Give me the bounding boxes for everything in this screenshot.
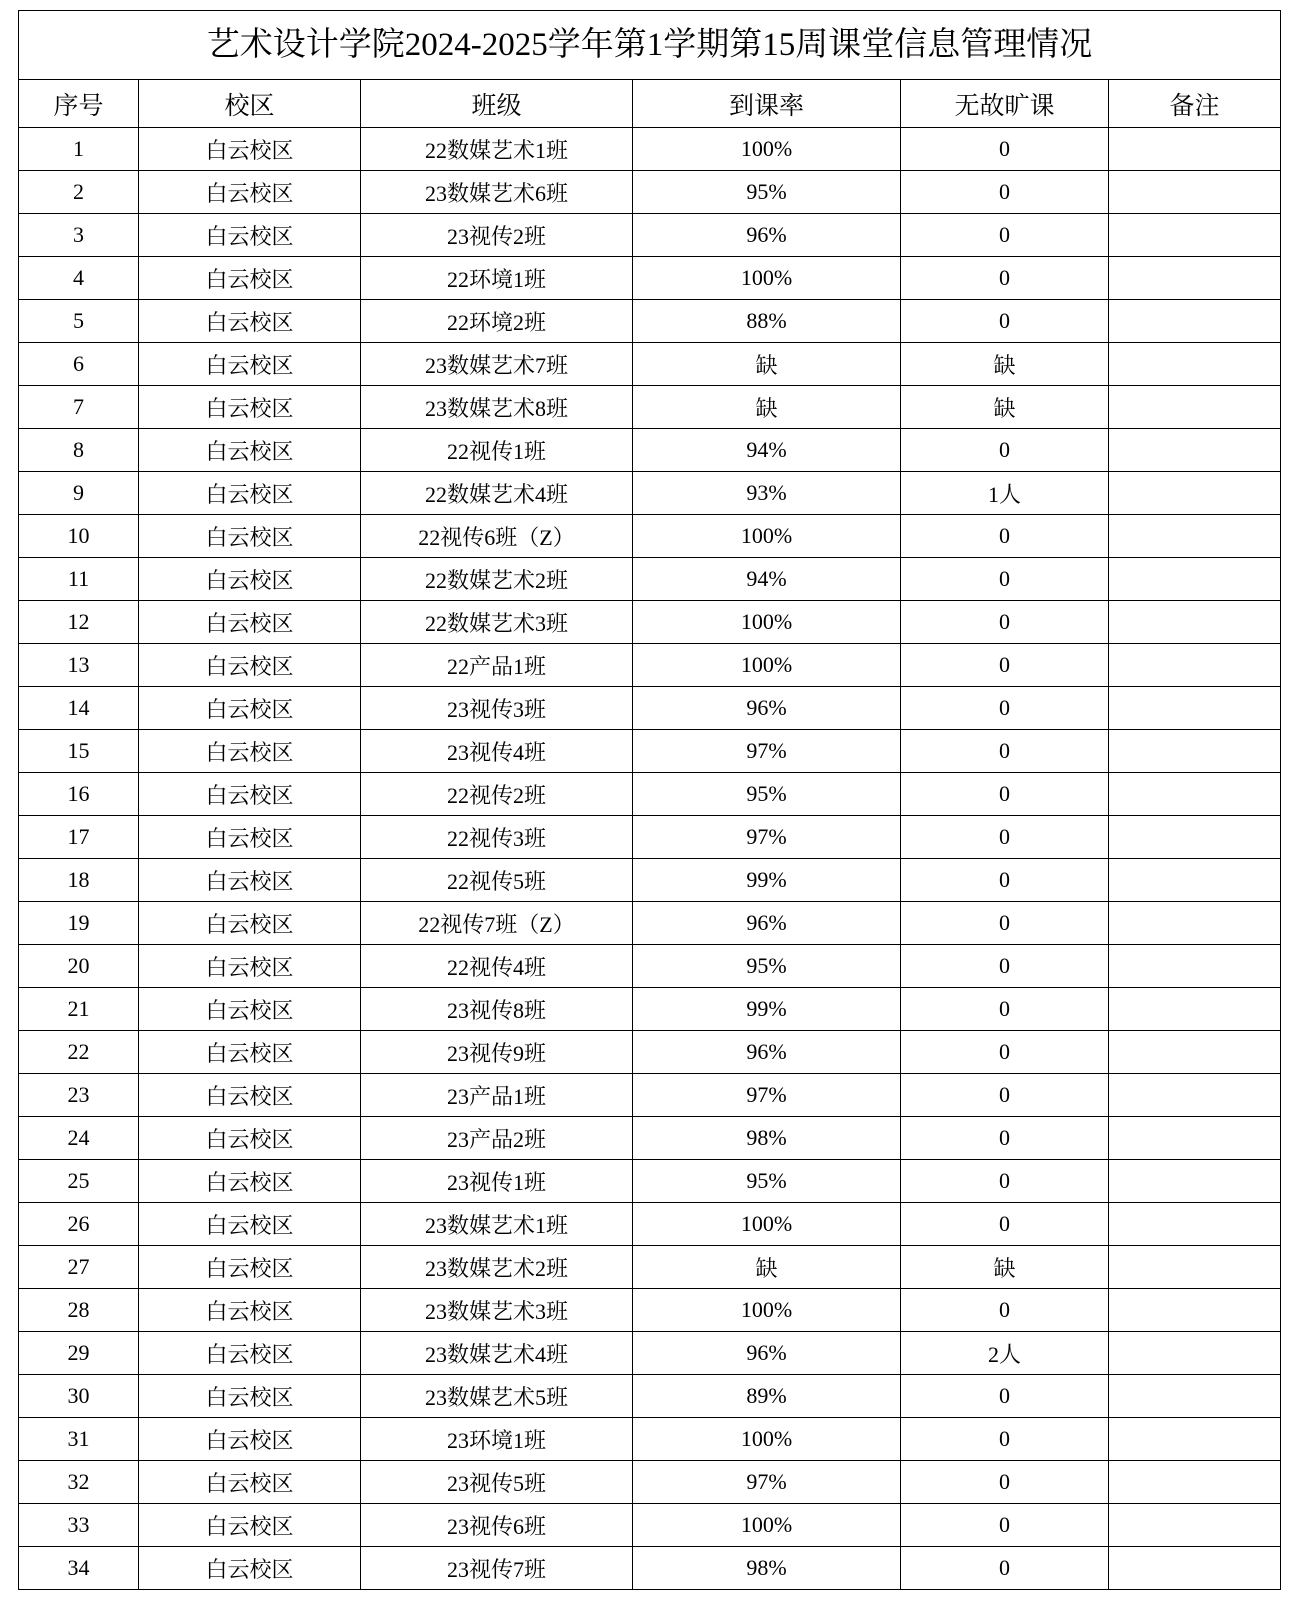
cell-class: 23视传3班 [361, 687, 633, 730]
column-header-campus: 校区 [139, 80, 361, 128]
cell-absent: 0 [901, 945, 1109, 988]
cell-class: 23数媒艺术6班 [361, 171, 633, 214]
cell-class: 22视传6班（Z） [361, 515, 633, 558]
cell-class: 22视传7班（Z） [361, 902, 633, 945]
cell-index: 8 [19, 429, 139, 472]
cell-index: 22 [19, 1031, 139, 1074]
cell-campus: 白云校区 [139, 773, 361, 816]
cell-campus: 白云校区 [139, 257, 361, 300]
cell-note [1109, 1074, 1281, 1117]
table-row [19, 257, 1281, 300]
cell-absent: 0 [901, 1203, 1109, 1246]
cell-note [1109, 1203, 1281, 1246]
cell-class: 22环境1班 [361, 257, 633, 300]
table-row [19, 1461, 1281, 1504]
cell-index: 9 [19, 472, 139, 515]
cell-absent: 0 [901, 730, 1109, 773]
table-row [19, 730, 1281, 773]
column-header-index: 序号 [19, 80, 139, 128]
table-row [19, 472, 1281, 515]
table-row [19, 128, 1281, 171]
cell-index: 12 [19, 601, 139, 644]
table-row [19, 1117, 1281, 1160]
cell-note [1109, 902, 1281, 945]
table-row [19, 859, 1281, 902]
cell-index: 34 [19, 1547, 139, 1590]
header-row [19, 80, 1281, 128]
cell-absent: 0 [901, 687, 1109, 730]
cell-absent: 0 [901, 902, 1109, 945]
cell-campus: 白云校区 [139, 128, 361, 171]
cell-note [1109, 816, 1281, 859]
cell-campus: 白云校区 [139, 1547, 361, 1590]
cell-campus: 白云校区 [139, 300, 361, 343]
cell-campus: 白云校区 [139, 429, 361, 472]
cell-index: 26 [19, 1203, 139, 1246]
cell-note [1109, 171, 1281, 214]
cell-absent: 0 [901, 601, 1109, 644]
table-row [19, 1289, 1281, 1332]
cell-rate: 93% [633, 472, 901, 515]
cell-class: 23视传6班 [361, 1504, 633, 1547]
cell-rate: 100% [633, 1289, 901, 1332]
cell-index: 20 [19, 945, 139, 988]
cell-index: 18 [19, 859, 139, 902]
cell-rate: 100% [633, 257, 901, 300]
cell-class: 22环境2班 [361, 300, 633, 343]
cell-note [1109, 1160, 1281, 1203]
cell-class: 22数媒艺术1班 [361, 128, 633, 171]
cell-absent: 0 [901, 1117, 1109, 1160]
table-row [19, 558, 1281, 601]
cell-campus: 白云校区 [139, 601, 361, 644]
table-row [19, 386, 1281, 429]
cell-absent: 缺 [901, 386, 1109, 429]
table-row [19, 1418, 1281, 1461]
cell-index: 2 [19, 171, 139, 214]
cell-class: 23视传8班 [361, 988, 633, 1031]
cell-rate: 96% [633, 1031, 901, 1074]
cell-note [1109, 429, 1281, 472]
cell-class: 22视传5班 [361, 859, 633, 902]
table-row [19, 601, 1281, 644]
cell-index: 1 [19, 128, 139, 171]
cell-campus: 白云校区 [139, 1246, 361, 1289]
cell-index: 25 [19, 1160, 139, 1203]
cell-campus: 白云校区 [139, 1504, 361, 1547]
cell-class: 22数媒艺术4班 [361, 472, 633, 515]
cell-absent: 0 [901, 1418, 1109, 1461]
cell-rate: 96% [633, 214, 901, 257]
cell-note [1109, 128, 1281, 171]
cell-index: 33 [19, 1504, 139, 1547]
cell-rate: 缺 [633, 1246, 901, 1289]
cell-class: 23数媒艺术3班 [361, 1289, 633, 1332]
cell-note [1109, 601, 1281, 644]
cell-absent: 0 [901, 171, 1109, 214]
table-row [19, 1547, 1281, 1590]
table-row [19, 945, 1281, 988]
cell-absent: 0 [901, 257, 1109, 300]
cell-index: 3 [19, 214, 139, 257]
cell-note [1109, 343, 1281, 386]
cell-note [1109, 773, 1281, 816]
cell-class: 23视传2班 [361, 214, 633, 257]
cell-class: 23数媒艺术2班 [361, 1246, 633, 1289]
cell-class: 23产品2班 [361, 1117, 633, 1160]
cell-rate: 99% [633, 988, 901, 1031]
cell-note [1109, 515, 1281, 558]
cell-absent: 0 [901, 1160, 1109, 1203]
cell-absent: 0 [901, 214, 1109, 257]
cell-absent: 0 [901, 1504, 1109, 1547]
cell-campus: 白云校区 [139, 343, 361, 386]
cell-absent: 2人 [901, 1332, 1109, 1375]
cell-index: 31 [19, 1418, 139, 1461]
table-row [19, 429, 1281, 472]
cell-absent: 0 [901, 1547, 1109, 1590]
cell-class: 23数媒艺术5班 [361, 1375, 633, 1418]
class-attendance-table [18, 10, 1281, 1590]
page-title: 艺术设计学院2024-2025学年第1学期第15周课堂信息管理情况 [19, 11, 1281, 80]
cell-campus: 白云校区 [139, 1160, 361, 1203]
cell-rate: 96% [633, 1332, 901, 1375]
cell-campus: 白云校区 [139, 1332, 361, 1375]
table-row [19, 300, 1281, 343]
cell-absent: 0 [901, 1461, 1109, 1504]
column-header-note: 备注 [1109, 80, 1281, 128]
cell-rate: 98% [633, 1547, 901, 1590]
cell-campus: 白云校区 [139, 558, 361, 601]
cell-index: 10 [19, 515, 139, 558]
cell-campus: 白云校区 [139, 1117, 361, 1160]
cell-rate: 88% [633, 300, 901, 343]
cell-index: 14 [19, 687, 139, 730]
cell-absent: 0 [901, 644, 1109, 687]
cell-class: 23视传7班 [361, 1547, 633, 1590]
cell-absent: 0 [901, 1289, 1109, 1332]
cell-note [1109, 1504, 1281, 1547]
table-row [19, 1031, 1281, 1074]
cell-class: 22视传3班 [361, 816, 633, 859]
cell-rate: 96% [633, 687, 901, 730]
cell-rate: 100% [633, 515, 901, 558]
cell-class: 23数媒艺术1班 [361, 1203, 633, 1246]
cell-index: 6 [19, 343, 139, 386]
cell-note [1109, 257, 1281, 300]
cell-note [1109, 1246, 1281, 1289]
table-row [19, 1246, 1281, 1289]
cell-campus: 白云校区 [139, 386, 361, 429]
cell-campus: 白云校区 [139, 515, 361, 558]
cell-note [1109, 1547, 1281, 1590]
cell-absent: 0 [901, 816, 1109, 859]
cell-campus: 白云校区 [139, 1203, 361, 1246]
cell-index: 23 [19, 1074, 139, 1117]
cell-campus: 白云校区 [139, 988, 361, 1031]
cell-rate: 95% [633, 773, 901, 816]
cell-note [1109, 730, 1281, 773]
cell-note [1109, 300, 1281, 343]
cell-rate: 100% [633, 1203, 901, 1246]
cell-campus: 白云校区 [139, 1074, 361, 1117]
cell-campus: 白云校区 [139, 945, 361, 988]
cell-index: 27 [19, 1246, 139, 1289]
cell-rate: 95% [633, 945, 901, 988]
table-body [19, 11, 1281, 1590]
cell-rate: 95% [633, 1160, 901, 1203]
cell-campus: 白云校区 [139, 1418, 361, 1461]
cell-class: 22视传4班 [361, 945, 633, 988]
cell-index: 24 [19, 1117, 139, 1160]
cell-index: 19 [19, 902, 139, 945]
cell-absent: 缺 [901, 1246, 1109, 1289]
cell-rate: 100% [633, 644, 901, 687]
cell-note [1109, 214, 1281, 257]
cell-absent: 0 [901, 1375, 1109, 1418]
column-header-absent: 无故旷课 [901, 80, 1109, 128]
cell-class: 23视传1班 [361, 1160, 633, 1203]
cell-rate: 100% [633, 601, 901, 644]
cell-absent: 0 [901, 558, 1109, 601]
cell-campus: 白云校区 [139, 644, 361, 687]
cell-class: 23视传9班 [361, 1031, 633, 1074]
cell-note [1109, 558, 1281, 601]
cell-campus: 白云校区 [139, 1461, 361, 1504]
cell-index: 15 [19, 730, 139, 773]
cell-absent: 0 [901, 300, 1109, 343]
table-row [19, 687, 1281, 730]
cell-class: 22数媒艺术2班 [361, 558, 633, 601]
cell-index: 7 [19, 386, 139, 429]
cell-class: 23数媒艺术8班 [361, 386, 633, 429]
cell-campus: 白云校区 [139, 859, 361, 902]
cell-class: 23数媒艺术4班 [361, 1332, 633, 1375]
cell-rate: 95% [633, 171, 901, 214]
cell-absent: 1人 [901, 472, 1109, 515]
cell-index: 5 [19, 300, 139, 343]
cell-note [1109, 472, 1281, 515]
table-row [19, 1332, 1281, 1375]
cell-note [1109, 988, 1281, 1031]
table-row [19, 1504, 1281, 1547]
table-row [19, 1375, 1281, 1418]
table-row [19, 171, 1281, 214]
cell-rate: 97% [633, 730, 901, 773]
cell-note [1109, 1332, 1281, 1375]
cell-absent: 0 [901, 988, 1109, 1031]
cell-campus: 白云校区 [139, 1031, 361, 1074]
column-header-rate: 到课率 [633, 80, 901, 128]
cell-campus: 白云校区 [139, 902, 361, 945]
cell-absent: 0 [901, 773, 1109, 816]
table-row [19, 515, 1281, 558]
column-header-class: 班级 [361, 80, 633, 128]
cell-campus: 白云校区 [139, 472, 361, 515]
cell-rate: 100% [633, 128, 901, 171]
cell-campus: 白云校区 [139, 687, 361, 730]
cell-campus: 白云校区 [139, 1289, 361, 1332]
cell-note [1109, 386, 1281, 429]
cell-note [1109, 945, 1281, 988]
cell-note [1109, 644, 1281, 687]
cell-class: 23视传5班 [361, 1461, 633, 1504]
cell-note [1109, 1461, 1281, 1504]
cell-note [1109, 1289, 1281, 1332]
cell-note [1109, 859, 1281, 902]
cell-absent: 0 [901, 128, 1109, 171]
cell-index: 29 [19, 1332, 139, 1375]
cell-class: 23视传4班 [361, 730, 633, 773]
table-row [19, 1074, 1281, 1117]
cell-index: 11 [19, 558, 139, 601]
table-row [19, 644, 1281, 687]
cell-absent: 0 [901, 429, 1109, 472]
cell-note [1109, 1375, 1281, 1418]
cell-note [1109, 687, 1281, 730]
cell-rate: 缺 [633, 386, 901, 429]
table-row [19, 1160, 1281, 1203]
cell-class: 22数媒艺术3班 [361, 601, 633, 644]
cell-note [1109, 1418, 1281, 1461]
cell-rate: 97% [633, 1461, 901, 1504]
cell-index: 4 [19, 257, 139, 300]
table-row [19, 902, 1281, 945]
table-row [19, 773, 1281, 816]
cell-class: 23环境1班 [361, 1418, 633, 1461]
cell-note [1109, 1031, 1281, 1074]
cell-rate: 94% [633, 558, 901, 601]
cell-rate: 100% [633, 1418, 901, 1461]
cell-campus: 白云校区 [139, 730, 361, 773]
cell-rate: 89% [633, 1375, 901, 1418]
cell-campus: 白云校区 [139, 1375, 361, 1418]
cell-rate: 94% [633, 429, 901, 472]
table-row [19, 816, 1281, 859]
cell-rate: 96% [633, 902, 901, 945]
cell-rate: 97% [633, 816, 901, 859]
cell-rate: 97% [633, 1074, 901, 1117]
cell-note [1109, 1117, 1281, 1160]
cell-campus: 白云校区 [139, 214, 361, 257]
cell-rate: 98% [633, 1117, 901, 1160]
cell-rate: 缺 [633, 343, 901, 386]
cell-index: 17 [19, 816, 139, 859]
cell-index: 16 [19, 773, 139, 816]
cell-class: 23产品1班 [361, 1074, 633, 1117]
cell-index: 21 [19, 988, 139, 1031]
table-row [19, 1203, 1281, 1246]
cell-index: 13 [19, 644, 139, 687]
cell-class: 22视传1班 [361, 429, 633, 472]
cell-absent: 0 [901, 1074, 1109, 1117]
cell-absent: 缺 [901, 343, 1109, 386]
cell-absent: 0 [901, 515, 1109, 558]
table-row [19, 988, 1281, 1031]
cell-campus: 白云校区 [139, 816, 361, 859]
cell-class: 23数媒艺术7班 [361, 343, 633, 386]
cell-absent: 0 [901, 859, 1109, 902]
table-row [19, 214, 1281, 257]
cell-campus: 白云校区 [139, 171, 361, 214]
cell-index: 30 [19, 1375, 139, 1418]
cell-rate: 100% [633, 1504, 901, 1547]
cell-index: 32 [19, 1461, 139, 1504]
cell-index: 28 [19, 1289, 139, 1332]
table-row [19, 343, 1281, 386]
cell-rate: 99% [633, 859, 901, 902]
title-row [19, 11, 1281, 80]
cell-class: 22产品1班 [361, 644, 633, 687]
cell-absent: 0 [901, 1031, 1109, 1074]
cell-class: 22视传2班 [361, 773, 633, 816]
